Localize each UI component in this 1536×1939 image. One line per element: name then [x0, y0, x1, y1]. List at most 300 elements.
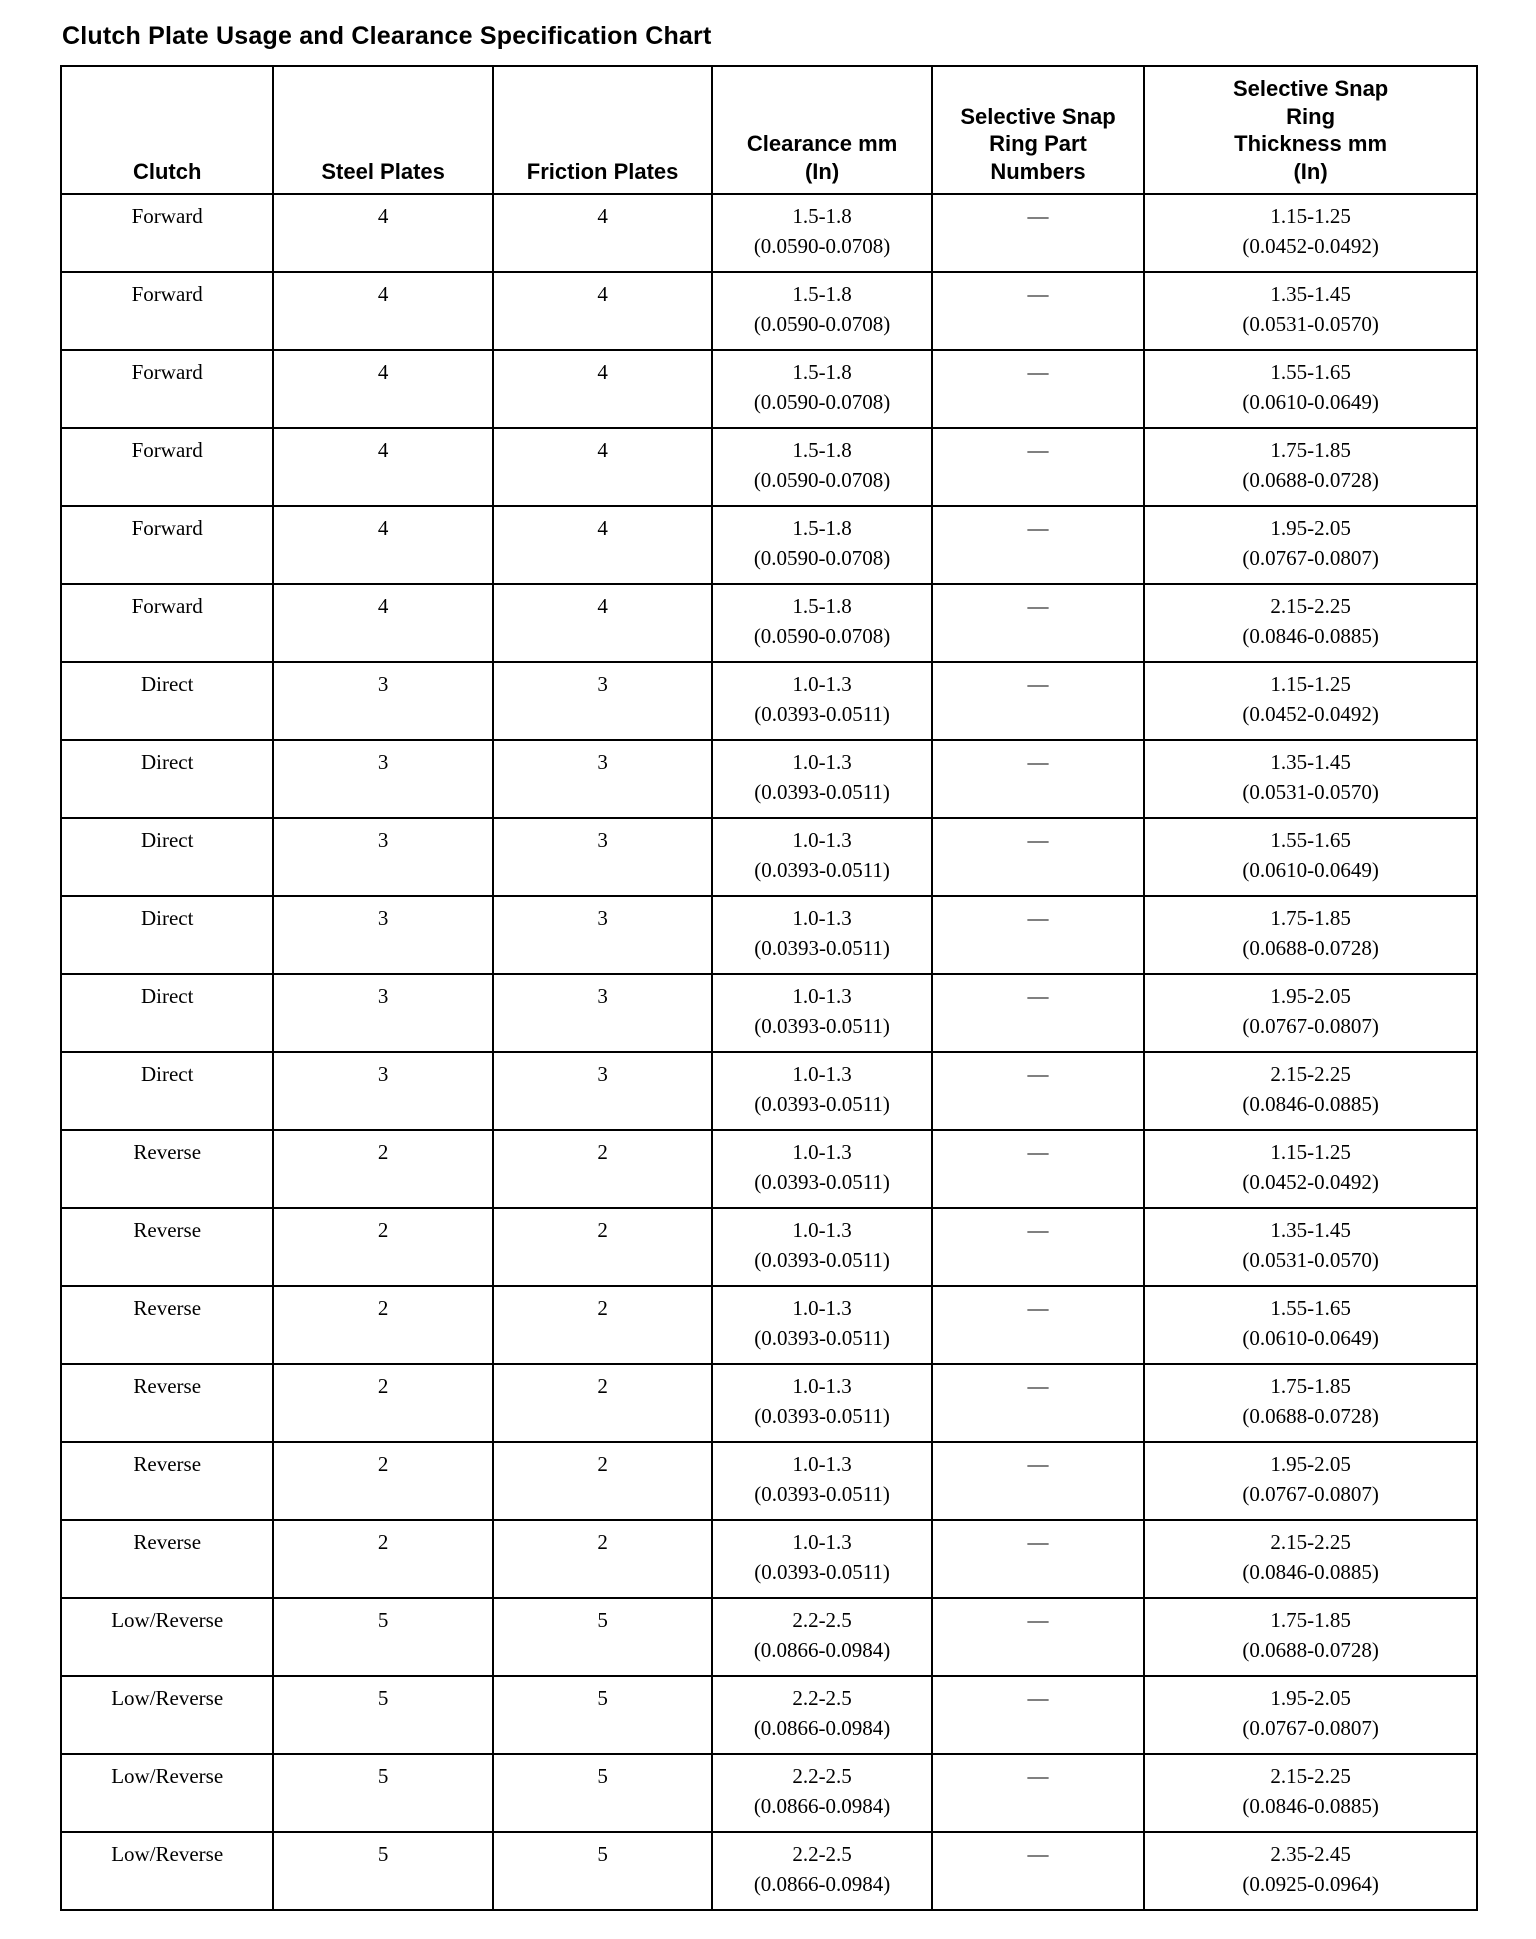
cell-steel-plates	[273, 818, 492, 896]
cell-line: 4	[597, 360, 608, 384]
cell-thickness	[1144, 1130, 1477, 1208]
cell-steel-plates	[273, 662, 492, 740]
cell-clutch	[61, 1130, 273, 1208]
cell-line: (0.0688-0.0728)	[1242, 935, 1379, 960]
cell-line: Direct	[140, 750, 194, 774]
cell-line: 4	[377, 438, 389, 462]
cell-line: (0.0866-0.0984)	[753, 1715, 891, 1740]
cell-line: 1.75-1.85	[1270, 906, 1351, 930]
cell-friction-plates	[493, 1520, 712, 1598]
cell-part-numbers	[932, 272, 1144, 350]
header-line: Ring Part	[989, 131, 1087, 156]
cell-line: (0.0393-0.0511)	[754, 857, 890, 882]
cell-line: 5	[377, 1608, 389, 1632]
cell-clutch	[61, 896, 273, 974]
table-row	[61, 428, 1477, 506]
table-row	[61, 1520, 1477, 1598]
cell-line: 3	[597, 1062, 608, 1086]
cell-line: 1.0-1.3	[792, 750, 852, 774]
cell-steel-plates	[273, 1676, 492, 1754]
cell-friction-plates	[493, 272, 712, 350]
cell-clutch	[61, 1208, 273, 1286]
cell-line: 1.5-1.8	[792, 360, 852, 384]
cell-line: Direct	[140, 672, 194, 696]
cell-friction-plates	[493, 1364, 712, 1442]
cell-clutch	[61, 428, 273, 506]
cell-line: (0.0866-0.0984)	[753, 1871, 891, 1896]
cell-clearance	[712, 662, 931, 740]
cell-line: 1.0-1.3	[792, 828, 852, 852]
table-row	[61, 662, 1477, 740]
cell-line: 4	[597, 516, 608, 540]
cell-line: Low/Reverse	[111, 1608, 224, 1632]
header-line: Friction Plates	[526, 158, 679, 184]
cell-line: 3	[377, 750, 389, 774]
cell-line: 1.0-1.3	[792, 1062, 852, 1086]
cell-line: Low/Reverse	[111, 1764, 224, 1788]
cell-line: 4	[597, 594, 608, 618]
cell-line: (0.0688-0.0728)	[1242, 1403, 1379, 1428]
cell-clearance	[712, 194, 931, 272]
cell-line: —	[1027, 204, 1049, 228]
cell-part-numbers	[932, 1052, 1144, 1130]
table-row	[61, 1364, 1477, 1442]
cell-line: 5	[377, 1764, 389, 1788]
cell-line: (0.0846-0.0885)	[1242, 1559, 1379, 1584]
cell-line: (0.0610-0.0649)	[1242, 857, 1379, 882]
cell-line: —	[1027, 1374, 1049, 1398]
cell-line: 3	[377, 672, 389, 696]
cell-line: 2.15-2.25	[1270, 1062, 1351, 1086]
cell-friction-plates	[493, 662, 712, 740]
cell-line: (0.0610-0.0649)	[1242, 1325, 1379, 1350]
cell-line: 4	[377, 360, 389, 384]
cell-friction-plates	[493, 1130, 712, 1208]
cell-line: 1.75-1.85	[1270, 1374, 1351, 1398]
cell-clearance	[712, 1364, 931, 1442]
cell-line: (0.0767-0.0807)	[1242, 1481, 1379, 1506]
header-line: Steel Plates	[321, 158, 445, 184]
cell-part-numbers	[932, 1754, 1144, 1832]
cell-line: 1.55-1.65	[1270, 828, 1351, 852]
cell-line: 2	[597, 1374, 608, 1398]
cell-part-numbers	[932, 1676, 1144, 1754]
cell-steel-plates	[273, 1754, 492, 1832]
cell-line: (0.0393-0.0511)	[754, 701, 890, 726]
table-row	[61, 1130, 1477, 1208]
cell-line: 3	[377, 984, 389, 1008]
cell-steel-plates	[273, 1442, 492, 1520]
cell-clearance	[712, 1676, 931, 1754]
cell-friction-plates	[493, 818, 712, 896]
table-row	[61, 818, 1477, 896]
header-cell-clearance	[712, 66, 931, 194]
cell-line: Reverse	[133, 1530, 202, 1554]
cell-thickness	[1144, 662, 1477, 740]
cell-line: 3	[597, 672, 608, 696]
table-row	[61, 350, 1477, 428]
cell-line: (0.0688-0.0728)	[1242, 1637, 1379, 1662]
cell-part-numbers	[932, 1364, 1144, 1442]
cell-clearance	[712, 1208, 931, 1286]
cell-line: 1.5-1.8	[792, 204, 852, 228]
table-header-row	[61, 66, 1477, 194]
cell-friction-plates	[493, 1832, 712, 1910]
table-row	[61, 740, 1477, 818]
cell-line: 3	[597, 828, 608, 852]
table-row	[61, 1442, 1477, 1520]
cell-steel-plates	[273, 584, 492, 662]
cell-line: 2.15-2.25	[1270, 1530, 1351, 1554]
cell-steel-plates	[273, 1208, 492, 1286]
cell-line: 1.0-1.3	[792, 1218, 852, 1242]
cell-line: (0.0452-0.0492)	[1242, 233, 1379, 258]
cell-clearance	[712, 1832, 931, 1910]
cell-steel-plates	[273, 974, 492, 1052]
cell-part-numbers	[932, 194, 1144, 272]
cell-part-numbers	[932, 740, 1144, 818]
cell-line: 5	[597, 1686, 608, 1710]
cell-line: 1.75-1.85	[1270, 438, 1351, 462]
cell-line: 3	[597, 984, 608, 1008]
cell-line: Forward	[131, 282, 203, 306]
cell-line: (0.0393-0.0511)	[754, 1091, 890, 1116]
cell-line: —	[1027, 1530, 1049, 1554]
cell-clutch	[61, 1286, 273, 1364]
cell-clearance	[712, 350, 931, 428]
cell-line: (0.0846-0.0885)	[1242, 1091, 1379, 1116]
cell-line: 2	[597, 1218, 608, 1242]
cell-friction-plates	[493, 428, 712, 506]
cell-thickness	[1144, 428, 1477, 506]
cell-clearance	[712, 272, 931, 350]
cell-part-numbers	[932, 1130, 1144, 1208]
cell-line: 1.5-1.8	[792, 438, 852, 462]
cell-line: 1.95-2.05	[1270, 1686, 1351, 1710]
cell-clearance	[712, 428, 931, 506]
cell-line: Direct	[140, 828, 194, 852]
cell-part-numbers	[932, 1520, 1144, 1598]
cell-line: 1.75-1.85	[1270, 1608, 1351, 1632]
cell-clearance	[712, 740, 931, 818]
cell-line: (0.0590-0.0708)	[753, 233, 891, 258]
cell-friction-plates	[493, 194, 712, 272]
cell-line: 2.2-2.5	[792, 1764, 852, 1788]
cell-clutch	[61, 1754, 273, 1832]
cell-clearance	[712, 1598, 931, 1676]
cell-line: Reverse	[133, 1140, 202, 1164]
cell-line: Direct	[140, 984, 194, 1008]
cell-line: —	[1027, 1062, 1049, 1086]
table-row	[61, 584, 1477, 662]
cell-friction-plates	[493, 1052, 712, 1130]
cell-part-numbers	[932, 1442, 1144, 1520]
cell-line: 4	[597, 438, 608, 462]
header-cell-friction-plates	[493, 66, 712, 194]
cell-line: 3	[597, 906, 608, 930]
cell-line: (0.0767-0.0807)	[1242, 1715, 1379, 1740]
cell-line: (0.0610-0.0649)	[1242, 389, 1379, 414]
cell-line: 2	[377, 1530, 389, 1554]
cell-line: 1.0-1.3	[792, 1374, 852, 1398]
cell-clearance	[712, 1754, 931, 1832]
cell-line: 1.95-2.05	[1270, 516, 1351, 540]
header-line: (In)	[1293, 158, 1328, 184]
cell-line: (0.0393-0.0511)	[754, 779, 890, 804]
cell-line: —	[1027, 516, 1049, 540]
cell-clutch	[61, 1598, 273, 1676]
cell-line: 4	[377, 594, 389, 618]
cell-line: —	[1027, 1764, 1049, 1788]
cell-thickness	[1144, 1754, 1477, 1832]
cell-line: (0.0531-0.0570)	[1242, 779, 1379, 804]
cell-line: 5	[377, 1842, 389, 1866]
spec-table	[60, 65, 1478, 1911]
cell-line: 2	[377, 1218, 389, 1242]
header-line: Selective Snap	[1232, 76, 1389, 101]
cell-line: Forward	[131, 360, 203, 384]
cell-clutch	[61, 584, 273, 662]
page-title: Clutch Plate Usage and Clearance Specification Chart	[62, 22, 712, 50]
cell-line: (0.0393-0.0511)	[754, 1169, 890, 1194]
cell-line: (0.0452-0.0492)	[1242, 1169, 1379, 1194]
cell-line: (0.0846-0.0885)	[1242, 623, 1379, 648]
cell-clearance	[712, 1520, 931, 1598]
cell-line: 1.5-1.8	[792, 516, 852, 540]
cell-line: 1.15-1.25	[1270, 204, 1351, 228]
header-cell-steel-plates	[273, 66, 492, 194]
cell-steel-plates	[273, 1364, 492, 1442]
cell-line: (0.0393-0.0511)	[754, 935, 890, 960]
cell-clutch	[61, 662, 273, 740]
cell-thickness	[1144, 1832, 1477, 1910]
cell-friction-plates	[493, 506, 712, 584]
cell-clutch	[61, 506, 273, 584]
table-row	[61, 896, 1477, 974]
table-row	[61, 272, 1477, 350]
cell-thickness	[1144, 896, 1477, 974]
table-row	[61, 1052, 1477, 1130]
header-line: Numbers	[990, 158, 1086, 184]
cell-steel-plates	[273, 1052, 492, 1130]
table-row	[61, 1832, 1477, 1910]
cell-line: Reverse	[133, 1452, 202, 1476]
cell-clearance	[712, 1052, 931, 1130]
cell-line: 1.35-1.45	[1270, 750, 1351, 774]
cell-line: (0.0531-0.0570)	[1242, 311, 1379, 336]
cell-clutch	[61, 1520, 273, 1598]
cell-friction-plates	[493, 1598, 712, 1676]
cell-line: 2	[377, 1140, 389, 1164]
table-row	[61, 506, 1477, 584]
cell-steel-plates	[273, 1130, 492, 1208]
cell-line: 2.2-2.5	[792, 1842, 852, 1866]
cell-line: 1.55-1.65	[1270, 1296, 1351, 1320]
cell-line: 2.2-2.5	[792, 1608, 852, 1632]
cell-line: 1.0-1.3	[792, 1530, 852, 1554]
cell-steel-plates	[273, 428, 492, 506]
cell-line: —	[1027, 828, 1049, 852]
cell-line: Low/Reverse	[111, 1842, 224, 1866]
cell-line: 2	[377, 1452, 389, 1476]
cell-line: 4	[597, 282, 608, 306]
cell-clearance	[712, 818, 931, 896]
cell-line: Direct	[140, 1062, 194, 1086]
cell-clutch	[61, 1442, 273, 1520]
cell-thickness	[1144, 272, 1477, 350]
header-line: (In)	[804, 158, 840, 184]
cell-part-numbers	[932, 1208, 1144, 1286]
cell-line: 3	[377, 828, 389, 852]
cell-line: 1.15-1.25	[1270, 672, 1351, 696]
cell-line: Reverse	[133, 1296, 202, 1320]
cell-line: Forward	[131, 594, 203, 618]
cell-friction-plates	[493, 584, 712, 662]
cell-clearance	[712, 896, 931, 974]
cell-part-numbers	[932, 428, 1144, 506]
header-line: Clearance mm	[746, 131, 898, 156]
cell-line: 1.15-1.25	[1270, 1140, 1351, 1164]
cell-thickness	[1144, 1208, 1477, 1286]
table-row	[61, 1208, 1477, 1286]
cell-friction-plates	[493, 974, 712, 1052]
cell-line: 4	[377, 282, 389, 306]
cell-line: 2.15-2.25	[1270, 594, 1351, 618]
cell-line: 4	[597, 204, 608, 228]
table-row	[61, 194, 1477, 272]
cell-line: 5	[597, 1764, 608, 1788]
cell-line: —	[1027, 282, 1049, 306]
cell-line: —	[1027, 594, 1049, 618]
cell-clearance	[712, 1442, 931, 1520]
cell-line: (0.0925-0.0964)	[1242, 1871, 1379, 1896]
cell-part-numbers	[932, 896, 1144, 974]
cell-line: (0.0531-0.0570)	[1242, 1247, 1379, 1272]
table-body	[61, 194, 1477, 1910]
cell-line: (0.0590-0.0708)	[753, 623, 891, 648]
cell-line: (0.0393-0.0511)	[754, 1403, 890, 1428]
cell-part-numbers	[932, 1598, 1144, 1676]
cell-steel-plates	[273, 1598, 492, 1676]
cell-line: (0.0452-0.0492)	[1242, 701, 1379, 726]
table-row	[61, 1676, 1477, 1754]
header-cell-clutch	[61, 66, 273, 194]
cell-part-numbers	[932, 662, 1144, 740]
cell-line: —	[1027, 360, 1049, 384]
cell-thickness	[1144, 974, 1477, 1052]
cell-line: 5	[377, 1686, 389, 1710]
cell-clutch	[61, 1676, 273, 1754]
cell-steel-plates	[273, 1520, 492, 1598]
cell-part-numbers	[932, 506, 1144, 584]
cell-part-numbers	[932, 584, 1144, 662]
cell-line: (0.0767-0.0807)	[1242, 545, 1379, 570]
cell-line: 2	[597, 1140, 608, 1164]
cell-line: —	[1027, 1140, 1049, 1164]
cell-thickness	[1144, 350, 1477, 428]
cell-line: 1.0-1.3	[792, 984, 852, 1008]
header-line: Ring	[1286, 103, 1336, 129]
cell-line: 3	[377, 1062, 389, 1086]
cell-line: Direct	[140, 906, 194, 930]
cell-line: (0.0767-0.0807)	[1242, 1013, 1379, 1038]
cell-line: (0.0393-0.0511)	[754, 1013, 890, 1038]
cell-line: (0.0393-0.0511)	[754, 1247, 890, 1272]
cell-line: —	[1027, 438, 1049, 462]
cell-line: 2.35-2.45	[1270, 1842, 1351, 1866]
cell-line: 1.35-1.45	[1270, 282, 1351, 306]
cell-line: Reverse	[133, 1218, 202, 1242]
cell-thickness	[1144, 1052, 1477, 1130]
cell-clearance	[712, 506, 931, 584]
cell-thickness	[1144, 1364, 1477, 1442]
cell-line: 1.95-2.05	[1270, 1452, 1351, 1476]
cell-line: 1.5-1.8	[792, 594, 852, 618]
cell-line: 2	[377, 1374, 389, 1398]
header-line: Selective Snap	[960, 103, 1116, 129]
cell-part-numbers	[932, 1832, 1144, 1910]
cell-line: 2	[377, 1296, 389, 1320]
cell-part-numbers	[932, 974, 1144, 1052]
cell-steel-plates	[273, 506, 492, 584]
cell-friction-plates	[493, 1442, 712, 1520]
cell-line: Forward	[131, 204, 203, 228]
cell-line: —	[1027, 1686, 1049, 1710]
cell-thickness	[1144, 1442, 1477, 1520]
cell-clearance	[712, 1286, 931, 1364]
cell-line: 1.0-1.3	[792, 1140, 852, 1164]
cell-line: (0.0866-0.0984)	[753, 1637, 891, 1662]
header-line: Clutch	[132, 158, 202, 184]
cell-thickness	[1144, 1286, 1477, 1364]
cell-line: —	[1027, 750, 1049, 774]
cell-line: 5	[597, 1608, 608, 1632]
header-cell-snap-ring-thickness	[1144, 66, 1477, 194]
cell-clutch	[61, 818, 273, 896]
cell-line: 2.2-2.5	[792, 1686, 852, 1710]
cell-friction-plates	[493, 1208, 712, 1286]
cell-line: (0.0866-0.0984)	[753, 1793, 891, 1818]
cell-line: 4	[377, 516, 389, 540]
cell-line: (0.0590-0.0708)	[753, 545, 891, 570]
cell-clutch	[61, 194, 273, 272]
cell-clearance	[712, 584, 931, 662]
cell-line: 1.55-1.65	[1270, 360, 1351, 384]
table-row	[61, 1286, 1477, 1364]
cell-line: 1.0-1.3	[792, 672, 852, 696]
table-row	[61, 974, 1477, 1052]
cell-line: 1.35-1.45	[1270, 1218, 1351, 1242]
cell-line: 1.5-1.8	[792, 282, 852, 306]
cell-steel-plates	[273, 272, 492, 350]
header-line: Thickness mm	[1234, 131, 1388, 156]
cell-steel-plates	[273, 896, 492, 974]
cell-line: 2	[597, 1452, 608, 1476]
cell-line: —	[1027, 1608, 1049, 1632]
cell-thickness	[1144, 506, 1477, 584]
cell-friction-plates	[493, 1754, 712, 1832]
cell-line: Low/Reverse	[111, 1686, 224, 1710]
cell-clutch	[61, 740, 273, 818]
cell-line: (0.0393-0.0511)	[754, 1481, 890, 1506]
cell-thickness	[1144, 584, 1477, 662]
cell-clutch	[61, 350, 273, 428]
cell-thickness	[1144, 1676, 1477, 1754]
cell-friction-plates	[493, 740, 712, 818]
cell-thickness	[1144, 1598, 1477, 1676]
cell-line: (0.0393-0.0511)	[754, 1325, 890, 1350]
cell-line: —	[1027, 1218, 1049, 1242]
